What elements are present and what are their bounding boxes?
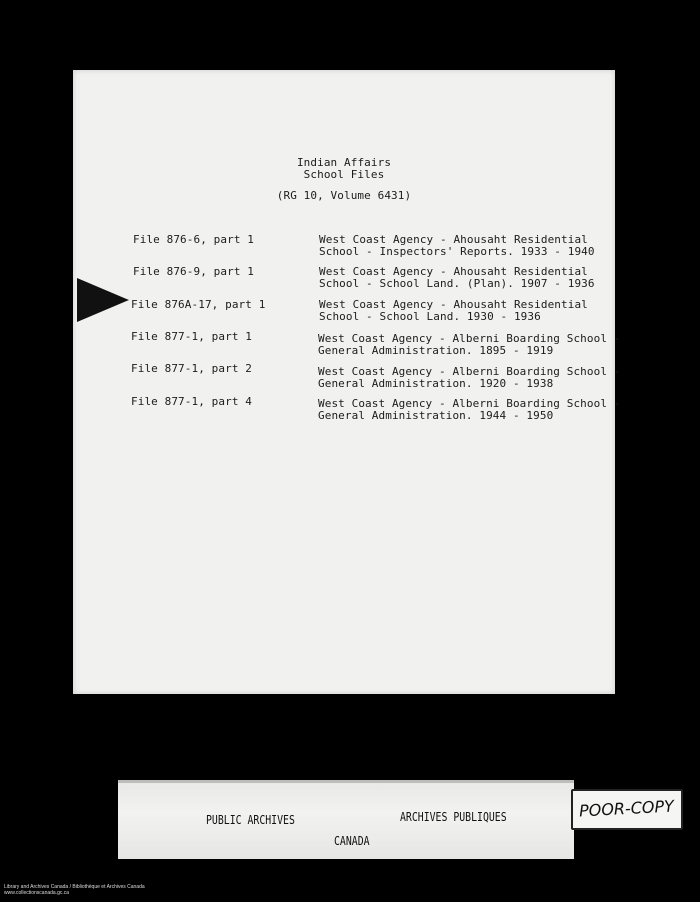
file-number: File 876-6, part 1 bbox=[133, 233, 255, 246]
document-page bbox=[73, 70, 621, 694]
file-description-line1: West Coast Agency - Ahousaht Residential bbox=[319, 265, 588, 278]
header-title: Indian Affairs bbox=[296, 156, 392, 169]
file-description-line2: General Administration. 1944 - 1950 bbox=[318, 409, 554, 422]
file-description-line1: West Coast Agency - Alberni Boarding School - bbox=[318, 365, 621, 378]
credit-line: Library and Archives Canada / Bibliothèque et Archives Canada bbox=[4, 884, 145, 890]
file-number: File 877-1, part 1 bbox=[131, 330, 253, 343]
file-description-line2: School - Inspectors' Reports. 1933 - 1940 bbox=[319, 245, 595, 258]
file-description-line2: General Administration. 1895 - 1919 bbox=[318, 344, 554, 357]
file-description-line1: West Coast Agency - Alberni Boarding School - bbox=[318, 397, 621, 410]
header-subtitle: School Files bbox=[303, 168, 385, 181]
file-number: File 876-9, part 1 bbox=[133, 265, 255, 278]
poor-copy-stamp bbox=[571, 789, 683, 830]
credit-url: www.collectionscanada.gc.ca bbox=[4, 890, 70, 896]
file-description-line1: West Coast Agency - Alberni Boarding School - bbox=[318, 332, 621, 345]
archive-label-english: PUBLIC ARCHIVES bbox=[206, 813, 295, 827]
archive-label-strip bbox=[118, 780, 574, 859]
pointer-arrow-icon bbox=[77, 278, 129, 322]
file-number: File 877-1, part 4 bbox=[131, 395, 253, 408]
archive-label-french: ARCHIVES PUBLIQUES bbox=[400, 810, 507, 824]
file-description-line1: West Coast Agency - Ahousaht Residential bbox=[319, 233, 588, 246]
archive-label-country: CANADA bbox=[334, 834, 370, 848]
file-description-line1: West Coast Agency - Ahousaht Residential bbox=[319, 298, 588, 311]
file-number: File 877-1, part 2 bbox=[131, 362, 253, 375]
file-description-line2: School - School Land. 1930 - 1936 bbox=[319, 310, 541, 323]
header-volume: (RG 10, Volume 6431) bbox=[276, 189, 412, 202]
file-number: File 876A-17, part 1 bbox=[131, 298, 266, 311]
file-description-line2: School - School Land. (Plan). 1907 - 1936 bbox=[319, 277, 595, 290]
file-description-line2: General Administration. 1920 - 1938 bbox=[318, 377, 554, 390]
poor-copy-text: POOR-COPY bbox=[578, 796, 675, 821]
